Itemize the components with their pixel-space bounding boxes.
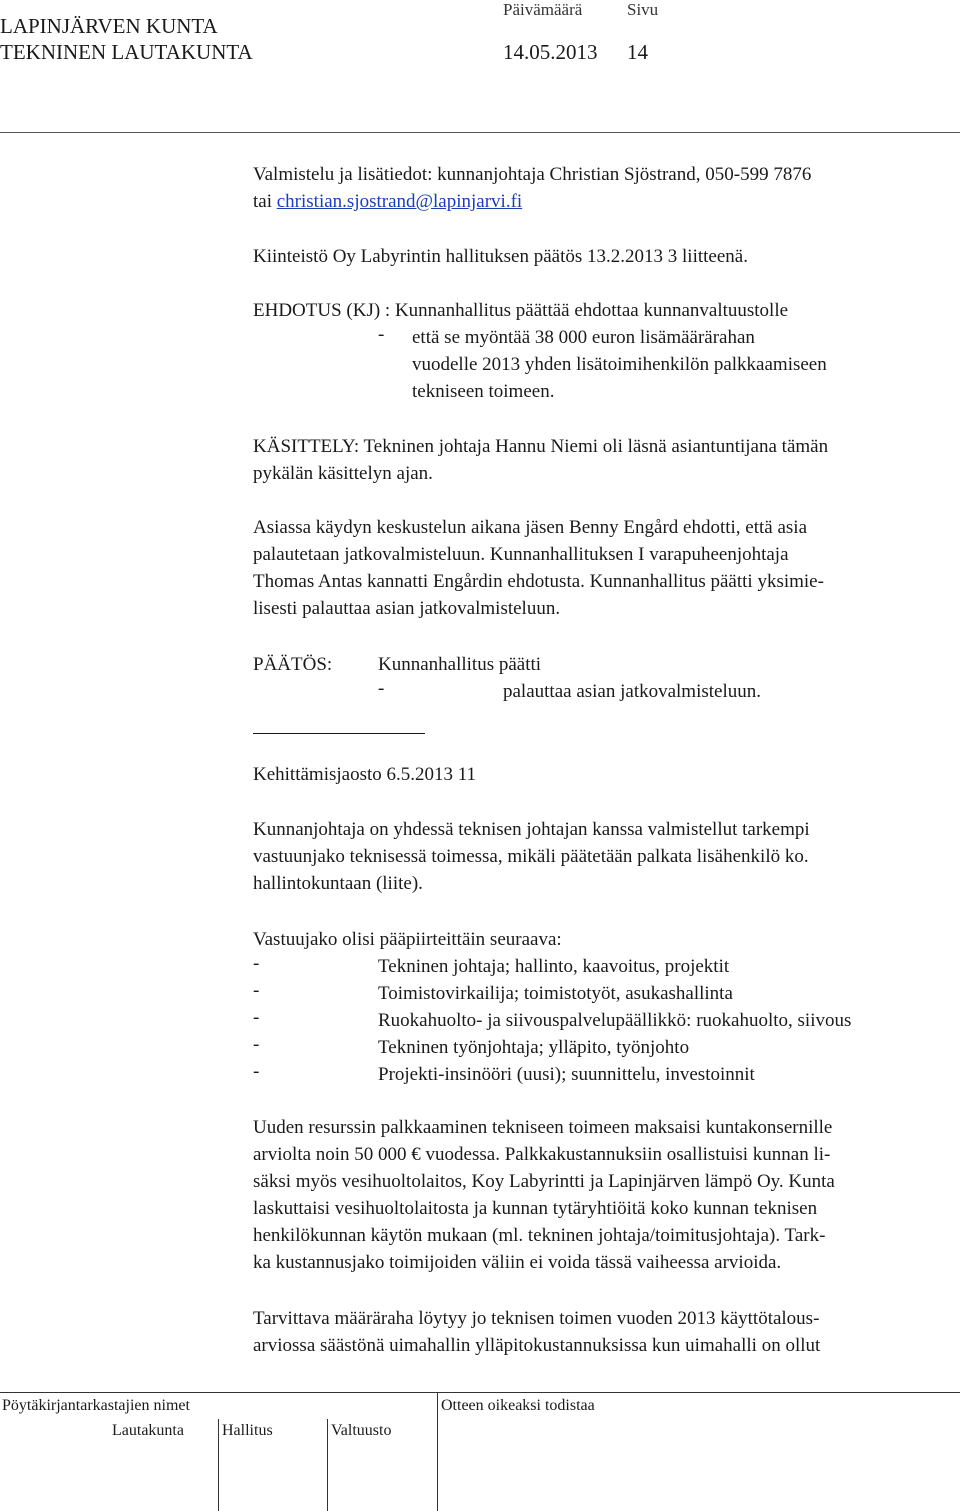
header-divider (0, 132, 960, 133)
preparation-line: Valmistelu ja lisätiedot: kunnanjohtaja Christian Sjöstrand, 050-599 7876 (253, 164, 812, 185)
responsibility-intro-line-2: vastuunjako teknisessä toimessa, mikäli päätetään palkata lisähenkilö ko. (253, 846, 809, 867)
budget-line-2: arviossa säästönä uimahallin ylläpitokustannuksissa kun uimahalli on ollut (253, 1335, 821, 1356)
decision-item: palauttaa asian jatkovalmisteluun. (503, 681, 762, 702)
discussion-line-4: lisesti palauttaa asian jatkovalmisteluun. (253, 598, 561, 619)
discussion-line-2: palautetaan jatkovalmisteluun. Kunnanhallituksen I varapuheenjohtaja (253, 544, 789, 565)
responsibility-heading: Vastuujako olisi pääpiirteittäin seuraava: (253, 929, 562, 950)
cost-line-2: arviolta noin 50 000 € vuodessa. Palkkakustannuksiin osallistuisi kunnan li- (253, 1144, 831, 1165)
section-divider (253, 733, 425, 734)
list-item-dash: - (253, 980, 260, 1001)
signature-footer (0, 1392, 960, 1511)
organization-name: LAPINJÄRVEN KUNTA (0, 14, 218, 38)
list-item-dash: - (253, 953, 260, 974)
cost-line-5: henkilökunnan käytön mukaan (ml. tekninen johtaja/toimitusjohtaja). Tark- (253, 1225, 826, 1246)
footer-column-divider (437, 1393, 438, 1511)
preparation-contact-line (253, 188, 522, 215)
discussion-line-3: Thomas Antas kannatti Engårdin ehdotusta. Kunnanhallitus päätti yksimie- (253, 571, 824, 592)
committee-name: TEKNINEN LAUTAKUNTA (0, 40, 253, 64)
handling-line-1: KÄSITTELY: Tekninen johtaja Hannu Niemi oli läsnä asiantuntijana tämän (253, 436, 829, 457)
cost-line-1: Uuden resurssin palkkaaminen tekniseen toimeen maksaisi kuntakonsernille (253, 1117, 833, 1138)
list-item-dash: - (253, 1061, 260, 1082)
list-item: Tekninen työnjohtaja; ylläpito, työnjohto (378, 1037, 690, 1058)
preparation-contact-prefix: tai (253, 191, 277, 212)
proposal-item-line-1: että se myöntää 38 000 euron lisämäärärahan (412, 327, 755, 348)
footer-column-divider (327, 1419, 328, 1511)
email-link[interactable]: christian.sjostrand@lapinjarvi.fi (276, 191, 523, 212)
cost-line-3: säksi myös vesihuoltolaitos, Koy Labyrintti ja Lapinjärven lämpö Oy. Kunta (253, 1171, 835, 1192)
decision-dash: - (378, 678, 385, 699)
subcommittee-line: Kehittämisjaosto 6.5.2013 11 (253, 764, 477, 785)
document-date: 14.05.2013 (503, 40, 598, 64)
list-item: Projekti-insinööri (uusi); suunnittelu, investoinnit (378, 1064, 755, 1085)
attachment-line: Kiinteistö Oy Labyrintin hallituksen päätös 13.2.2013 3 liitteenä. (253, 246, 748, 267)
footer-column-valtuusto: Valtuusto (331, 1422, 392, 1439)
footer-column-hallitus: Hallitus (222, 1422, 273, 1439)
page-number: 14 (627, 40, 648, 64)
list-item-dash: - (253, 1007, 260, 1028)
list-item: Toimistovirkailija; toimistotyöt, asukashallinta (378, 983, 733, 1004)
footer-column-lautakunta: Lautakunta (112, 1422, 184, 1439)
handling-line-2: pykälän käsittelyn ajan. (253, 463, 433, 484)
budget-line-1: Tarvittava määräraha löytyy jo teknisen toimen vuoden 2013 käyttötalous- (253, 1308, 820, 1329)
footer-column-divider (218, 1419, 219, 1511)
cost-line-6: ka kustannusjako toimijoiden väliin ei voida tässä vaiheessa arvioida. (253, 1252, 782, 1273)
responsibility-intro-line-1: Kunnanjohtaja on yhdessä teknisen johtajan kanssa valmistellut tarkempi (253, 819, 810, 840)
proposal-item-line-3: tekniseen toimeen. (412, 381, 555, 402)
date-label: Päivämäärä (503, 0, 583, 19)
list-item: Tekninen johtaja; hallinto, kaavoitus, projektit (378, 956, 730, 977)
list-item-dash: - (253, 1034, 260, 1055)
discussion-line-1: Asiassa käydyn keskustelun aikana jäsen Benny Engård ehdotti, että asia (253, 517, 808, 538)
list-item: Ruokahuolto- ja siivouspalvelupäällikkö: ruokahuolto, siivous (378, 1010, 852, 1031)
responsibility-intro-line-3: hallintokuntaan (liite). (253, 873, 423, 894)
proposal-line: EHDOTUS (KJ) : Kunnanhallitus päättää ehdottaa kunnanvaltuustolle (253, 300, 789, 321)
checkers-label: Pöytäkirjantarkastajien nimet (2, 1397, 190, 1414)
proposal-item-line-2: vuodelle 2013 yhden lisätoimihenkilön palkkaamiseen (412, 354, 827, 375)
certified-label: Otteen oikeaksi todistaa (441, 1397, 595, 1414)
proposal-dash: - (378, 324, 385, 345)
page-label: Sivu (627, 0, 659, 19)
decision-label: PÄÄTÖS: (253, 654, 333, 675)
decision-text: Kunnanhallitus päätti (378, 654, 542, 675)
cost-line-4: laskuttaisi vesihuoltolaitosta ja kunnan tytäryhtiöitä koko kunnan teknisen (253, 1198, 818, 1219)
